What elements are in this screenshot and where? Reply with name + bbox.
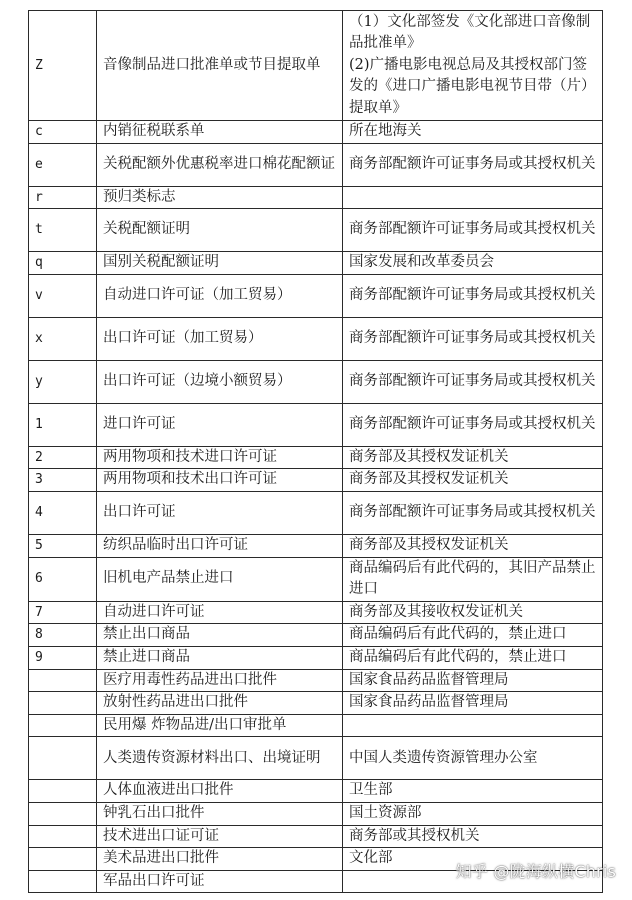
- issuing-authority-cell: [343, 186, 603, 209]
- document-name-cell: 出口许可证: [97, 491, 343, 534]
- document-name-cell: 人体血液进出口批件: [97, 780, 343, 803]
- code-cell: 5: [29, 534, 97, 557]
- issuing-authority-cell: [343, 669, 603, 692]
- document-name-cell: 两用物项和技术出口许可证: [97, 469, 343, 492]
- issuing-authority-cell: [343, 601, 603, 624]
- issuing-authority-cell: [343, 317, 603, 360]
- authority-line: （1）文化部签发《文化部进口音像制品批准单》: [349, 13, 591, 52]
- document-name-cell: 内销征税联系单: [97, 121, 343, 144]
- document-name-cell: 进口许可证: [97, 403, 343, 446]
- table-row: [29, 469, 603, 492]
- table-row: [29, 534, 603, 557]
- authority-line: 商务部配额许可证事务局或其授权机关: [349, 372, 596, 389]
- issuing-authority-cell: [343, 252, 603, 275]
- table-row: [29, 557, 603, 601]
- document-name-cell: 关税配额证明: [97, 209, 343, 252]
- table-row: [29, 737, 603, 780]
- licence-code-table: [28, 10, 603, 893]
- document-name-cell: 两用物项和技术进口许可证: [97, 446, 343, 469]
- authority-line: 商务部或其授权机关: [349, 827, 480, 844]
- issuing-authority-cell: [343, 737, 603, 780]
- issuing-authority-cell: [343, 714, 603, 737]
- authority-line: 商务部配额许可证事务局或其授权机关: [349, 415, 596, 432]
- issuing-authority-cell: [343, 121, 603, 144]
- document-name-cell: 美术品进出口批件: [97, 848, 343, 871]
- table-row: [29, 825, 603, 848]
- authority-line: (2)广播电影电视总局及其授权部门签发的《进口广播电影电视节目带（片）提取单》: [349, 56, 596, 116]
- issuing-authority-cell: [343, 403, 603, 446]
- table-row: [29, 802, 603, 825]
- watermark: 知乎 @陇海纵横Chris: [455, 862, 616, 881]
- table-row: [29, 11, 603, 121]
- issuing-authority-cell: [343, 469, 603, 492]
- code-cell: 1: [29, 403, 97, 446]
- authority-line: 商务部配额许可证事务局或其授权机关: [349, 329, 596, 346]
- table-row: [29, 669, 603, 692]
- table-row: [29, 624, 603, 647]
- table-row: [29, 317, 603, 360]
- code-cell: y: [29, 360, 97, 403]
- authority-line: 商务部及其接收权发证机关: [349, 603, 523, 620]
- code-cell: [29, 714, 97, 737]
- table-row: [29, 209, 603, 252]
- authority-line: 商务部及其授权发证机关: [349, 536, 509, 553]
- code-cell: [29, 802, 97, 825]
- issuing-authority-cell: [343, 624, 603, 647]
- table-row: [29, 714, 603, 737]
- authority-line: 商务部配额许可证事务局或其授权机关: [349, 504, 596, 521]
- code-cell: [29, 848, 97, 871]
- document-name-cell: 预归类标志: [97, 186, 343, 209]
- document-name-cell: 禁止出口商品: [97, 624, 343, 647]
- code-cell: x: [29, 317, 97, 360]
- document-name-cell: 技术进出口证可证: [97, 825, 343, 848]
- issuing-authority-cell: [343, 646, 603, 669]
- document-name-cell: 军品出口许可证: [97, 870, 343, 893]
- code-cell: [29, 870, 97, 893]
- issuing-authority-cell: [343, 491, 603, 534]
- code-cell: 6: [29, 557, 97, 601]
- authority-line: 国土资源部: [349, 804, 422, 821]
- issuing-authority-cell: [343, 209, 603, 252]
- code-cell: [29, 825, 97, 848]
- code-cell: e: [29, 143, 97, 186]
- code-cell: t: [29, 209, 97, 252]
- issuing-authority-cell: [343, 446, 603, 469]
- code-cell: q: [29, 252, 97, 275]
- issuing-authority-cell: [343, 274, 603, 317]
- code-cell: [29, 737, 97, 780]
- document-name-cell: 关税配额外优惠税率进口棉花配额证: [97, 143, 343, 186]
- authority-line: 商务部配额许可证事务局或其授权机关: [349, 286, 596, 303]
- authority-line: 国家食品药品监督管理局: [349, 671, 509, 688]
- table-row: [29, 274, 603, 317]
- code-cell: 2: [29, 446, 97, 469]
- document-name-cell: 禁止进口商品: [97, 646, 343, 669]
- issuing-authority-cell: [343, 143, 603, 186]
- document-name-cell: 自动进口许可证（加工贸易）: [97, 274, 343, 317]
- document-name-cell: 钟乳石出口批件: [97, 802, 343, 825]
- table-row: [29, 601, 603, 624]
- authority-line: 国家食品药品监督管理局: [349, 694, 509, 711]
- table-row: [29, 403, 603, 446]
- table-row: [29, 646, 603, 669]
- document-name-cell: 纺织品临时出口许可证: [97, 534, 343, 557]
- table-row: [29, 491, 603, 534]
- issuing-authority-cell: [343, 780, 603, 803]
- issuing-authority-cell: [343, 825, 603, 848]
- issuing-authority-cell: [343, 11, 603, 121]
- document-name-cell: 国别关税配额证明: [97, 252, 343, 275]
- table-row: [29, 360, 603, 403]
- authority-line: 商务部配额许可证事务局或其授权机关: [349, 155, 596, 172]
- authority-line: 商务部配额许可证事务局或其授权机关: [349, 221, 596, 238]
- authority-line: 商务部及其授权发证机关: [349, 471, 509, 488]
- code-cell: Z: [29, 11, 97, 121]
- authority-line: 国家发展和改革委员会: [349, 254, 494, 271]
- authority-line: 商品编码后有此代码的，禁止进口: [349, 626, 567, 643]
- table-row: [29, 143, 603, 186]
- document-name-cell: 音像制品进口批准单或节目提取单: [97, 11, 343, 121]
- table-row: [29, 186, 603, 209]
- code-cell: v: [29, 274, 97, 317]
- code-cell: 3: [29, 469, 97, 492]
- document-name-cell: 出口许可证（加工贸易）: [97, 317, 343, 360]
- issuing-authority-cell: [343, 692, 603, 715]
- authority-line: 卫生部: [349, 782, 393, 799]
- code-cell: c: [29, 121, 97, 144]
- code-cell: 4: [29, 491, 97, 534]
- table-row: [29, 252, 603, 275]
- authority-line: 商品编码后有此代码的，禁止进口: [349, 648, 567, 665]
- document-name-cell: 放射性药品进出口批件: [97, 692, 343, 715]
- table-row: [29, 446, 603, 469]
- issuing-authority-cell: [343, 360, 603, 403]
- code-cell: r: [29, 186, 97, 209]
- authority-line: 所在地海关: [349, 123, 422, 139]
- table-row: [29, 121, 603, 144]
- code-cell: 8: [29, 624, 97, 647]
- document-name-cell: 出口许可证（边境小额贸易）: [97, 360, 343, 403]
- document-name-cell: 旧机电产品禁止进口: [97, 557, 343, 601]
- authority-line: 文化部: [349, 850, 393, 867]
- issuing-authority-cell: [343, 802, 603, 825]
- authority-line: 商品编码后有此代码的，其旧产品禁止进口: [349, 559, 596, 598]
- code-cell: [29, 669, 97, 692]
- table-row: [29, 692, 603, 715]
- document-name-cell: 自动进口许可证: [97, 601, 343, 624]
- authority-line: 中国人类遗传资源管理办公室: [349, 749, 538, 766]
- document-name-cell: 医疗用毒性药品进出口批件: [97, 669, 343, 692]
- table-row: [29, 780, 603, 803]
- code-cell: 9: [29, 646, 97, 669]
- code-cell: 7: [29, 601, 97, 624]
- code-cell: [29, 692, 97, 715]
- authority-line: 商务部及其授权发证机关: [349, 448, 509, 465]
- code-cell: [29, 780, 97, 803]
- issuing-authority-cell: [343, 557, 603, 601]
- document-name-cell: 民用爆 炸物品进/出口审批单: [97, 714, 343, 737]
- document-name-cell: 人类遗传资源材料出口、出境证明: [97, 737, 343, 780]
- issuing-authority-cell: [343, 534, 603, 557]
- table-body: [29, 11, 603, 893]
